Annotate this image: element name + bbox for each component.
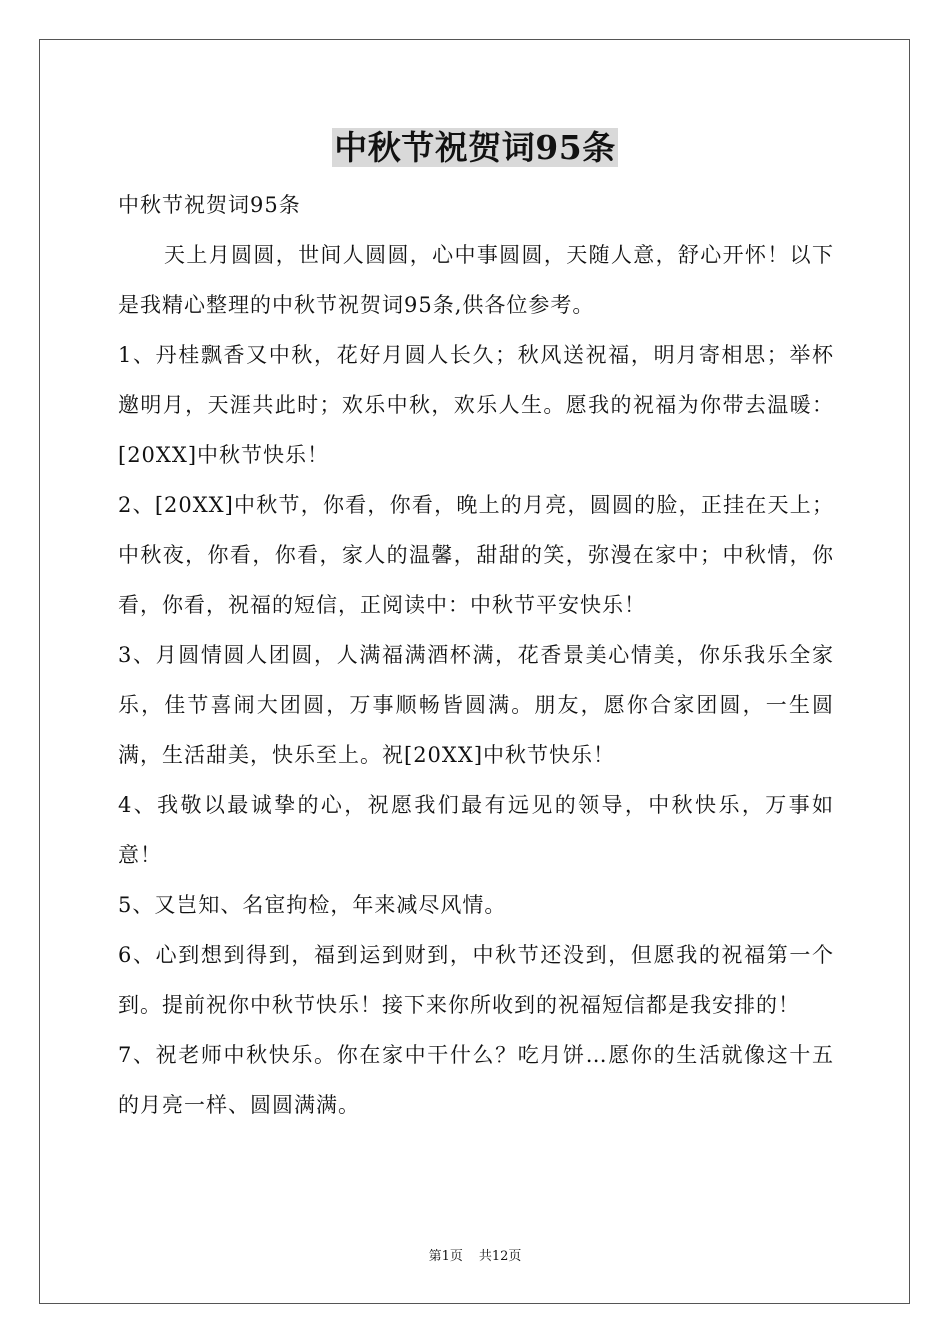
intro-paragraph: 天上月圆圆，世间人圆圆，心中事圆圆，天随人意，舒心开怀！以下是我精心整理的中秋节祝贺词95条,供各位参考。 [118,243,834,317]
document-title-text: 中秋节祝贺词95条 [334,128,616,167]
page-number: 第1页 [428,1249,463,1264]
list-item: 4、我敬以最诚挚的心，祝愿我们最有远见的领导，中秋快乐，万事如意！ [118,793,834,867]
list-item: 5、又岂知、名宦拘检，年来减尽风情。 [118,893,507,917]
page-total: 共12页 [478,1249,522,1264]
list-item: 6、心到想到得到，福到运到财到，中秋节还没到，但愿我的祝福第一个到。提前祝你中秋节快乐！接下来你所收到的祝福短信都是我安排的！ [118,943,834,1017]
list-item: 1、丹桂飘香又中秋，花好月圆人长久；秋风送祝福，明月寄相思；举杯邀明月，天涯共此时；欢乐中秋，欢乐人生。愿我的祝福为你带去温暖：[20XX]中秋节快乐！ [118,343,834,467]
document-subtitle: 中秋节祝贺词95条 [118,193,301,217]
list-item: 2、[20XX]中秋节，你看，你看，晚上的月亮，圆圆的脸，正挂在天上；中秋夜，你看，你看，家人的温馨，甜甜的笑，弥漫在家中；中秋情，你看，你看，祝福的短信，正阅读中：中秋节平安快乐！ [118,493,834,617]
list-item: 7、祝老师中秋快乐。你在家中干什么？吃月饼…愿你的生活就像这十五的月亮一样、圆圆满满。 [118,1043,834,1117]
page-footer [0,1247,950,1267]
list-item: 3、月圆情圆人团圆，人满福满酒杯满，花香景美心情美，你乐我乐全家乐，佳节喜闹大团圆，万事顺畅皆圆满。朋友，愿你合家团圆，一生圆满，生活甜美，快乐至上。祝[20XX]中秋节快乐！ [118,643,834,767]
document-body [118,180,834,1130]
document-title [0,124,950,172]
